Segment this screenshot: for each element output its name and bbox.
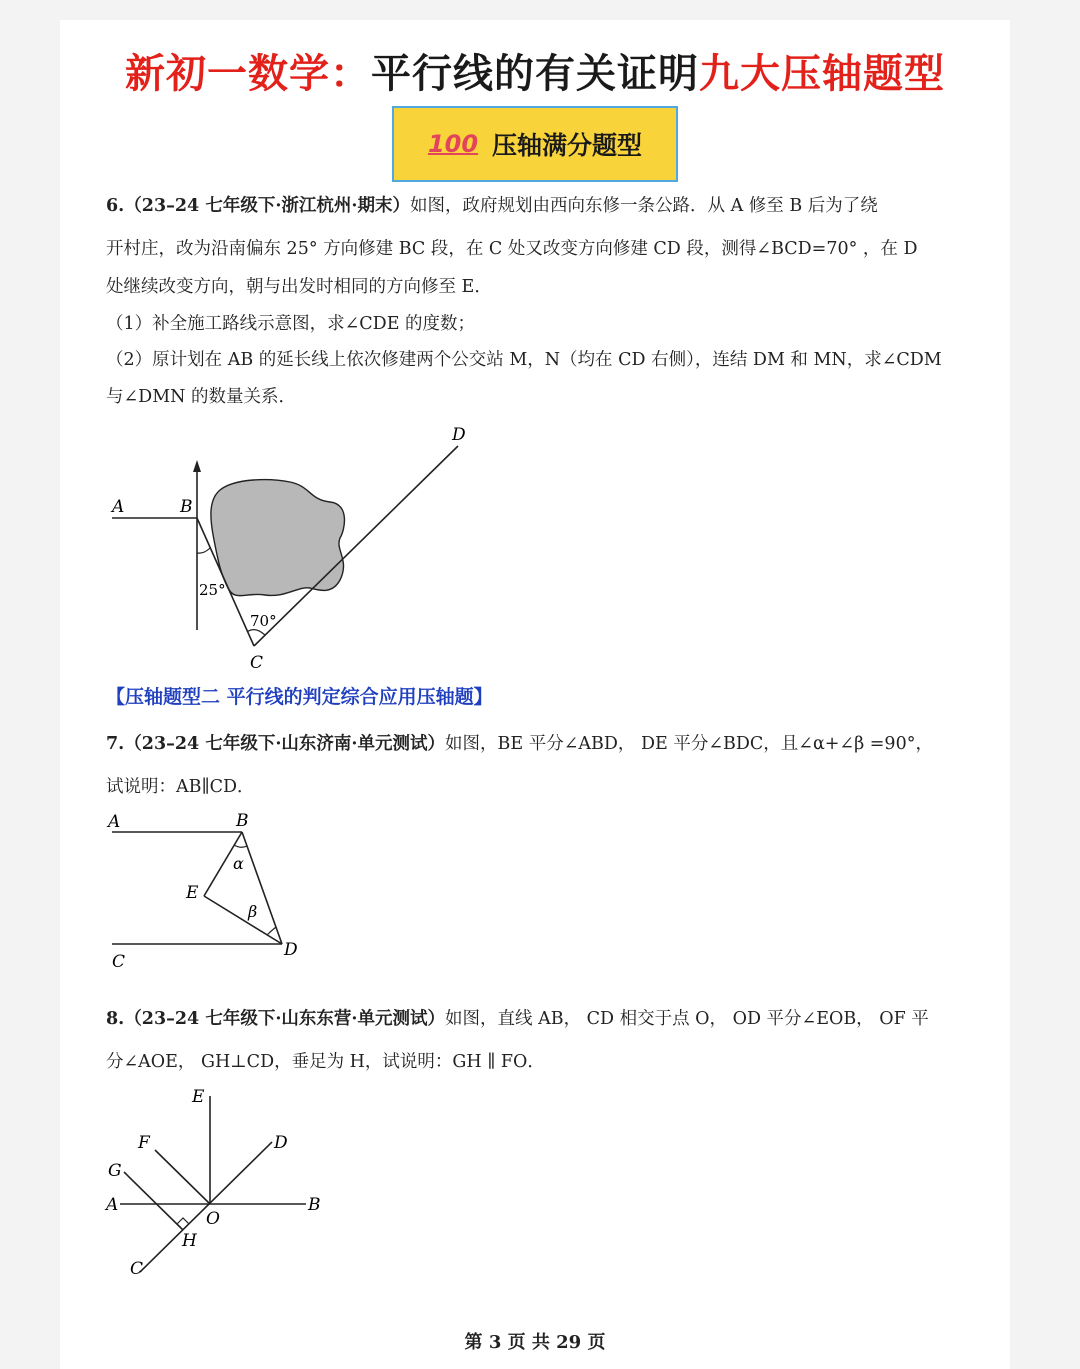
q8-label-d: D (274, 1133, 288, 1153)
q8-label-g: G (108, 1161, 122, 1181)
q8-source: （23–24 七年级下·山东东营·单元测试） (124, 1009, 446, 1029)
section-heading-2: 【压轴题型二 平行线的判定综合应用压轴题】 (106, 686, 493, 708)
title-part-3: 九大压轴题型 (699, 50, 945, 97)
q8-label-a: A (106, 1195, 119, 1215)
q7-label-b: B (236, 811, 249, 831)
q8-figure (100, 1082, 340, 1292)
document-page (60, 20, 1010, 1369)
q6-line-1 (106, 192, 878, 217)
page-title (60, 48, 1010, 100)
q6-angle-25: 25° (199, 581, 226, 599)
badge-label: 压轴满分题型 (492, 131, 643, 160)
q7-source: （23–24 七年级下·山东济南·单元测试） (124, 734, 446, 754)
q8-label-c: C (130, 1259, 144, 1279)
q6-angle-arc-70 (247, 630, 265, 635)
q6-text-3: 处继续改变方向，朝与出发时相同的方向修至 E． (106, 277, 492, 297)
q8-label-o: O (206, 1209, 220, 1229)
q6-sub-2a: （2）原计划在 AB 的延长线上依次修建两个公交站 M，N（均在 CD 右侧），连结 DM 和 MN，求∠CDM (106, 350, 942, 370)
q7-label-c: C (112, 952, 126, 972)
q8-line-1 (106, 1005, 929, 1030)
q7-text-1: 如图，BE 平分∠ABD， DE 平分∠BDC，且∠α+∠β =90°， (445, 734, 933, 754)
q6-figure (100, 420, 480, 680)
q8-text-1: 如图，直线 AB， CD 相交于点 O， OD 平分∠EOB， OF 平 (445, 1009, 929, 1029)
q7-label-beta: β (248, 902, 258, 921)
q6-label-a: A (112, 497, 125, 517)
q6-angle-70: 70° (250, 612, 277, 630)
q8-label-e: E (192, 1087, 205, 1107)
q7-line-1 (106, 730, 933, 755)
q7-label-alpha: α (233, 854, 244, 873)
q6-arrow-head (193, 460, 201, 472)
q6-village-blob (211, 480, 345, 596)
q7-beta-arc (267, 927, 276, 935)
q6-source: （23–24 七年级下·浙江杭州·期末） (124, 196, 411, 216)
q8-label-f: F (138, 1133, 150, 1153)
q6-number: 6. (106, 196, 125, 216)
q6-sub-2b: 与∠DMN 的数量关系． (106, 387, 296, 407)
q7-label-a: A (108, 812, 121, 832)
q6-text-2: 开村庄，改为沿南偏东 25° 方向修建 BC 段，在 C 处又改变方向修建 CD 段，测得∠BCD=70° ，在 D (106, 239, 918, 259)
q7-label-e: E (186, 883, 199, 903)
title-part-2: 平行线的有关证明 (371, 50, 699, 97)
q6-label-d: D (452, 425, 466, 445)
page-footer: 第 3 页 共 29 页 (464, 1332, 606, 1353)
q8-line-gh (124, 1172, 183, 1230)
q8-label-b: B (308, 1195, 321, 1215)
q7-text-2: 试说明：AB∥CD． (106, 777, 255, 797)
q6-text-1: 如图，政府规划由西向东修一条公路．从 A 修至 B 后为了绕 (410, 196, 878, 216)
hundred-points-icon: 100 (427, 130, 479, 158)
title-part-1: 新初一数学： (125, 50, 371, 97)
q7-alpha-arc (234, 845, 247, 847)
q8-right-angle-mark (177, 1218, 189, 1224)
q8-number: 8. (106, 1009, 125, 1029)
q6-angle-arc-25 (197, 548, 210, 553)
q7-line-ed (204, 896, 282, 944)
q6-sub-1: （1）补全施工路线示意图，求∠CDE 的度数； (106, 314, 476, 334)
q7-number: 7. (106, 734, 125, 754)
q8-line-of (155, 1150, 210, 1204)
q7-figure (100, 805, 360, 975)
q6-label-b: B (180, 497, 193, 517)
q8-label-h: H (182, 1231, 197, 1251)
q8-text-2: 分∠AOE， GH⊥CD，垂足为 H，试说明：GH ∥ FO． (106, 1052, 545, 1072)
q6-label-c: C (250, 653, 264, 673)
topic-badge (392, 106, 678, 182)
q7-label-d: D (284, 940, 298, 960)
